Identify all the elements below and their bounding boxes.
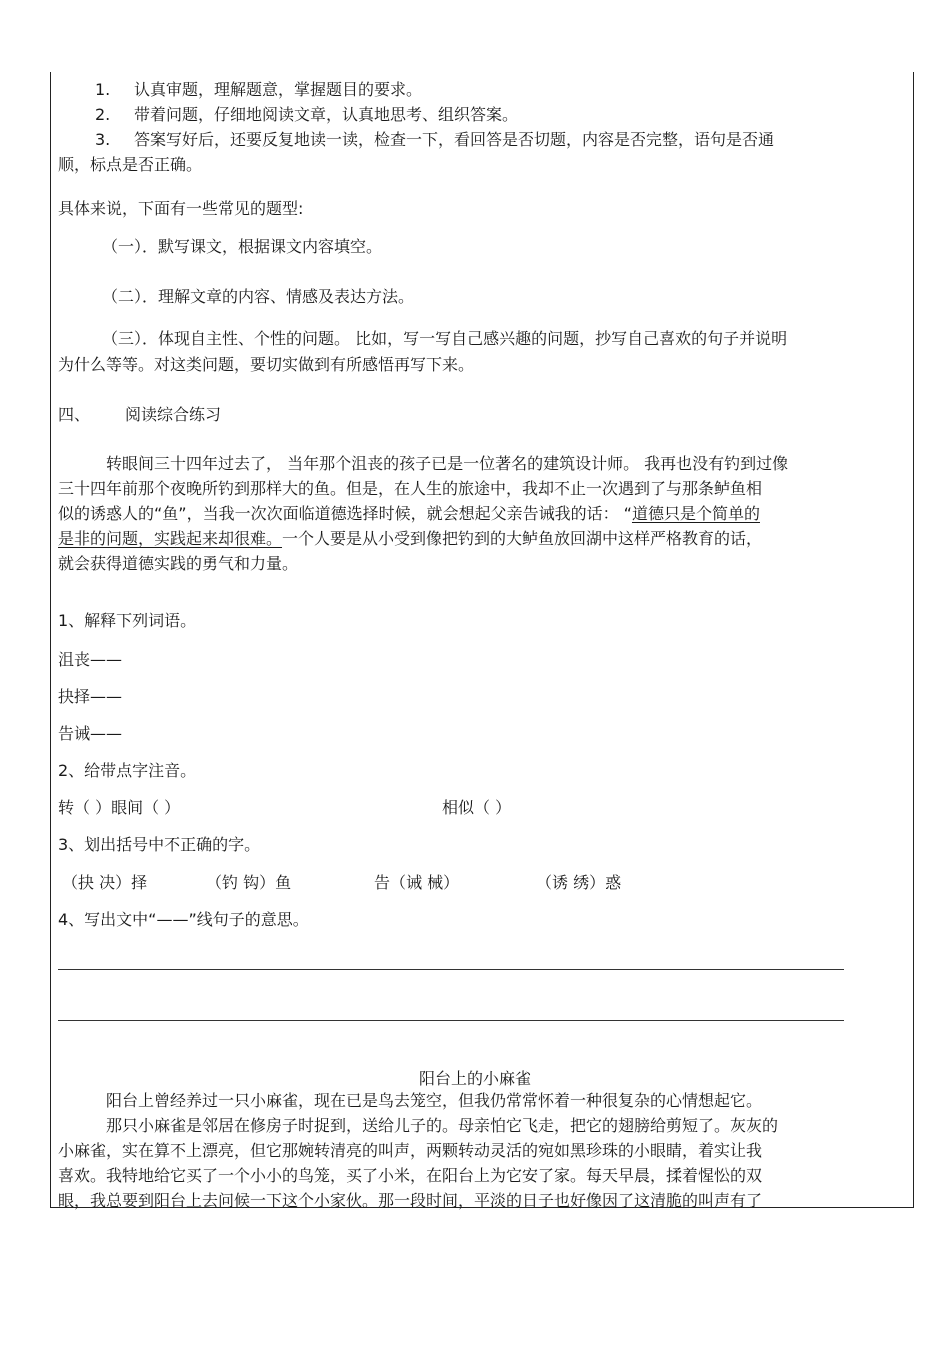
question-type-1: （一）．默写课文，根据课文内容填空。	[102, 237, 383, 256]
instruction-3-text: 答案写好后，还要反复地读一读，检查一下，看回答是否切题，内容是否完整，语句是否通	[134, 130, 775, 149]
types-intro: 具体来说，下面有一些常见的题型:	[58, 199, 304, 218]
q3-item-1: （抉 决）择	[62, 873, 148, 892]
passage-line-3-text: 似的诱惑人的“鱼”，当我一次次面临道德选择时候，就会想起父亲告诫我的话： “	[58, 504, 632, 523]
story-line-5: 眼，我总要到阳台上去问候一下这个小家伙。那一段时间，平淡的日子也好像因了这清脆的叫声有了	[58, 1191, 763, 1210]
story-line-3: 小麻雀，实在算不上漂亮，但它那婉转清亮的叫声，两颗转动灵活的宛如黑珍珠的小眼睛，着实让我	[58, 1141, 763, 1160]
section-title: 阅读综合练习	[125, 405, 222, 424]
question-type-3-continuation: 为什么等等。对这类问题，要切实做到有所感悟再写下来。	[58, 355, 475, 374]
story-line-2: 那只小麻雀是邻居在修房子时捉到，送给儿子的。母亲怕它飞走，把它的翅膀给剪短了。灰灰的	[106, 1116, 779, 1135]
question-type-2: （二）．理解文章的内容、情感及表达方法。	[102, 287, 415, 306]
section-number: 四、	[58, 405, 91, 424]
q1-title: 1、解释下列词语。	[58, 611, 197, 630]
passage-line-2: 三十四年前那个夜晚所钓到那样大的鱼。但是，在人生的旅途中，我却不止一次遇到了与那条鲈鱼相	[58, 479, 763, 498]
q3-item-2: （钓 钩）鱼	[206, 873, 292, 892]
q3-item-4: （诱 绣）惑	[536, 873, 622, 892]
passage-line-1: 转眼间三十四年过去了， 当年那个沮丧的孩子已是一位著名的建筑设计师。 我再也没有钓到过像	[106, 454, 789, 473]
q2-item-a: 转（ ）眼间（ ）	[58, 798, 181, 817]
q2-item-b: 相似（ ）	[442, 798, 512, 817]
underlined-sentence-part-2: 是非的问题，实践起来却很难。	[58, 529, 283, 548]
q3-title: 3、划出括号中不正确的字。	[58, 835, 261, 854]
q1-item-3: 告诫——	[58, 724, 123, 743]
instruction-3-number: 3.	[95, 130, 111, 149]
passage-line-3	[58, 504, 760, 524]
q1-item-1: 沮丧——	[58, 650, 123, 669]
passage-line-5: 就会获得道德实践的勇气和力量。	[58, 554, 299, 573]
instruction-3-continuation: 顺，标点是否正确。	[58, 155, 203, 174]
story-line-4: 喜欢。我特地给它买了一个小小的鸟笼，买了小米，在阳台上为它安了家。每天早晨，揉着惺忪的双	[58, 1166, 763, 1185]
instruction-2-number: 2.	[95, 105, 111, 124]
q1-item-2: 抉择——	[58, 687, 123, 706]
underlined-sentence-part-1: 道德只是个简单的	[631, 504, 760, 523]
instruction-2-text: 带着问题，仔细地阅读文章，认真地思考、组织答案。	[134, 105, 519, 124]
passage-line-4	[58, 529, 762, 549]
q3-item-3: 告（诫 械）	[374, 873, 460, 892]
answer-line-2[interactable]	[58, 1020, 844, 1021]
instruction-1-text: 认真审题，理解题意，掌握题目的要求。	[134, 80, 423, 99]
passage-line-4-text: 一个人要是从小受到像把钓到的大鲈鱼放回湖中这样严格教育的话，	[282, 529, 763, 548]
answer-line-1[interactable]	[58, 969, 844, 970]
q4-title: 4、写出文中“——”线句子的意思。	[58, 910, 309, 929]
question-type-3: （三）．体现自主性、个性的问题。 比如，写一写自己感兴趣的问题，抄写自己喜欢的句子并说明	[102, 329, 788, 348]
q2-title: 2、给带点字注音。	[58, 761, 197, 780]
story-title: 阳台上的小麻雀	[418, 1069, 531, 1088]
story-line-1: 阳台上曾经养过一只小麻雀，现在已是鸟去笼空，但我仍常常怀着一种很复杂的心情想起它。	[106, 1091, 763, 1110]
instruction-1-number: 1.	[95, 80, 111, 99]
